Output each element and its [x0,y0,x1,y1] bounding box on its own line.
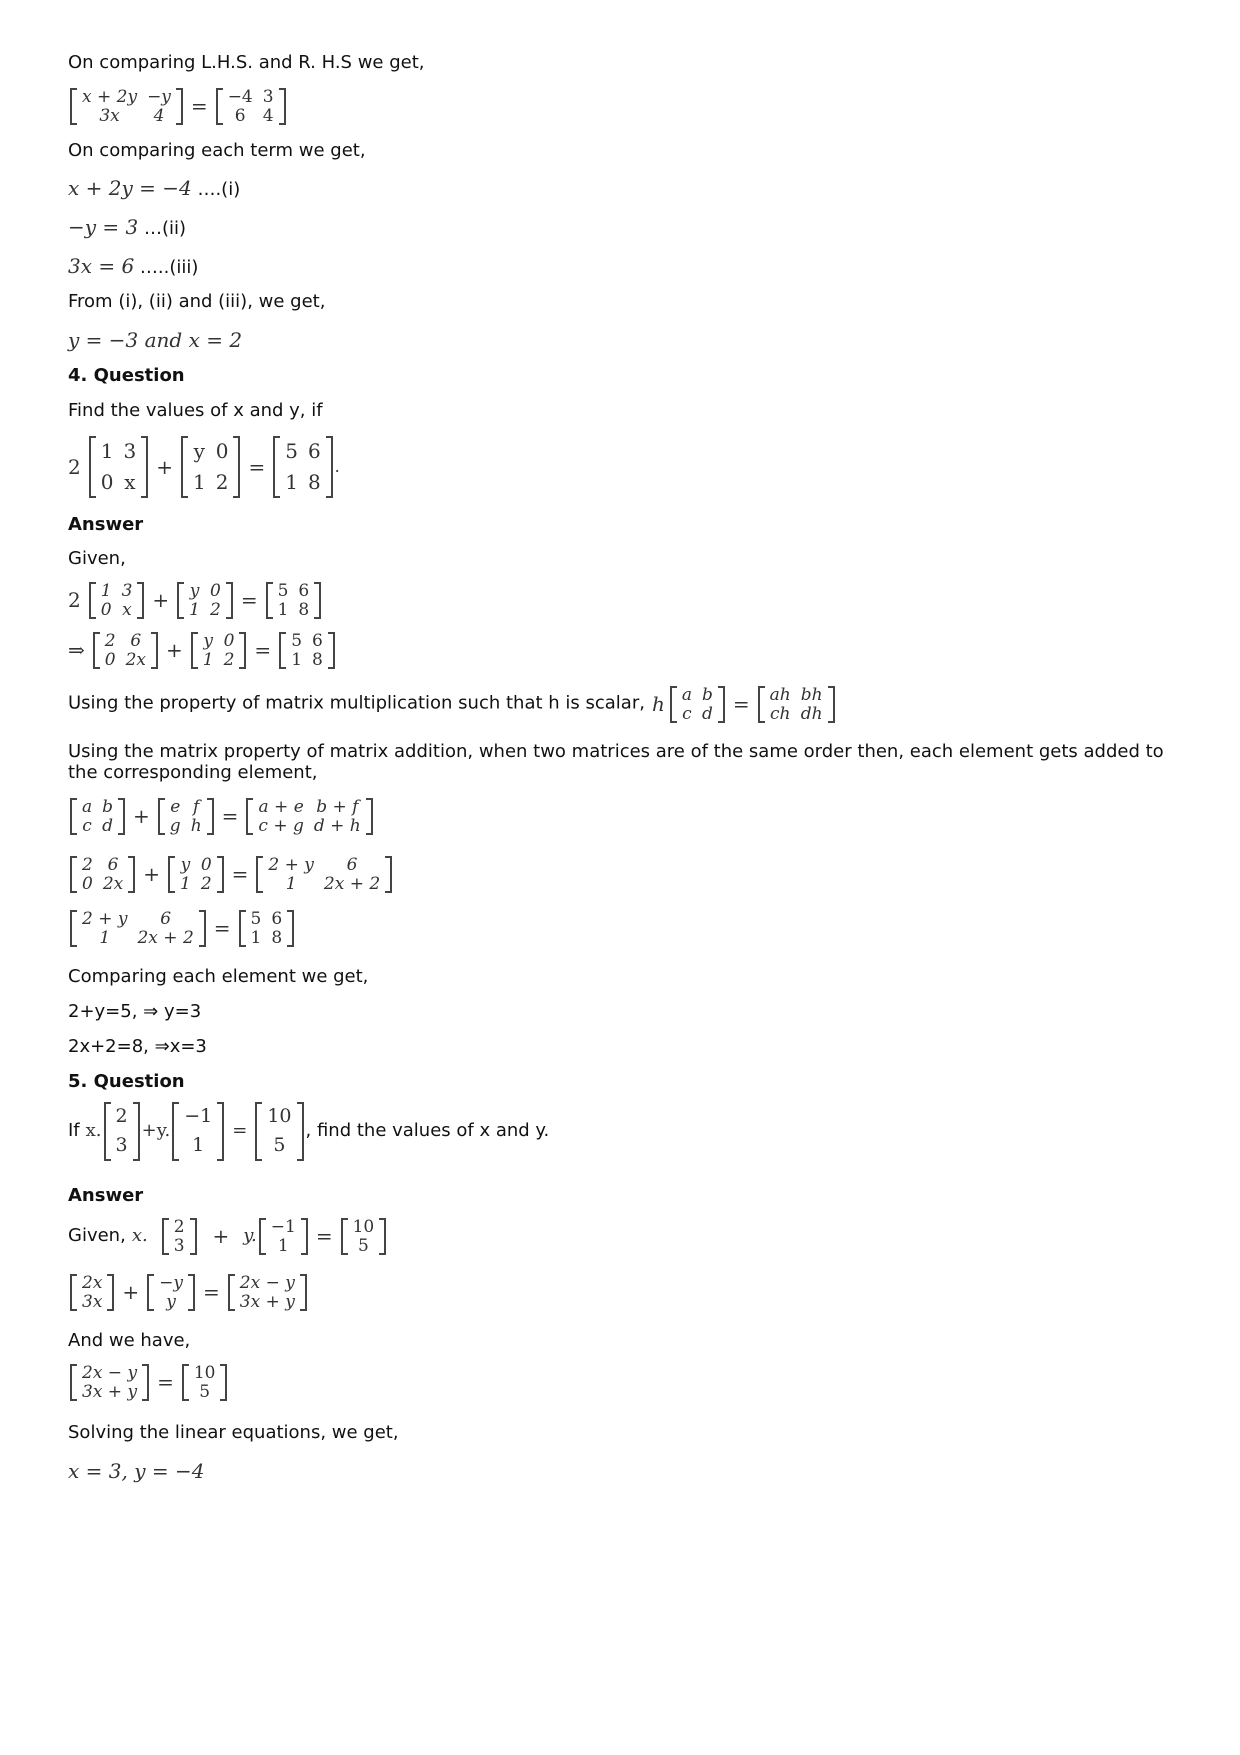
matrix: 2x − y 3x + y [70,1364,149,1401]
equation-matrix: 2x 3x + −y y = 2x − y 3x + y [68,1274,309,1311]
answer-heading: Answer [68,1185,144,1206]
matrix: 10 5 [341,1218,387,1255]
matrix: a b c d [670,686,725,723]
question-text: If x. 2 3 + y. −1 1 = 10 5 , find the values of x and y. [68,1102,549,1161]
text-line: Solving the linear equations, we get, [68,1422,399,1443]
matrix: a + e b + f c + g d + h [246,798,372,835]
matrix: −1 1 [172,1102,224,1161]
matrix: 10 5 [255,1102,303,1161]
equation-line: x + 2y = −4 ….(i) [68,176,241,200]
question-heading: 4. Question [68,365,185,386]
matrix: 1 3 0 x [89,582,145,619]
answer-heading: Answer [68,514,144,535]
matrix: 5 6 1 8 [279,632,335,669]
result-line: x = 3, y = −4 [68,1459,205,1483]
text-paragraph: Using the matrix property of matrix addition, when two matrices are of the same order then, each element gets added to the corresponding element, [68,741,1164,783]
matrix: 5 6 1 8 [273,436,332,498]
result-line: 2+y=5, ⇒ y=3 [68,1001,202,1022]
equation-line: Given, x. 2 3 + y. −1 1 = 10 5 [68,1218,388,1255]
matrix: 2 3 [162,1218,197,1255]
equation-matrix: a b c d + e f g h = a + e b + f c + g d + h [68,798,375,835]
matrix: y 0 1 2 [191,632,247,669]
matrix: 5 6 1 8 [266,582,322,619]
matrix: e f g h [158,798,214,835]
matrix: y 0 1 2 [181,436,240,498]
matrix: 2 + y 6 1 2x + 2 [256,856,392,893]
equation-line: 3x = 6 …..(iii) [68,254,199,278]
matrix: 10 5 [182,1364,228,1401]
equation-line: −y = 3 …(ii) [68,215,187,239]
matrix: 2 6 0 2x [70,856,135,893]
question-heading: 5. Question [68,1071,185,1092]
matrix: 1 3 0 x [89,436,148,498]
text-line: On comparing L.H.S. and R. H.S we get, [68,52,425,73]
equation-matrix: ⇒ 2 6 0 2x + y 0 1 2 = 5 6 1 8 [68,632,337,669]
result-line: 2x+2=8, ⇒x=3 [68,1036,207,1057]
question-text: Find the values of x and y, if [68,400,323,421]
text-line: And we have, [68,1330,191,1351]
matrix: −y y [147,1274,195,1311]
text-line: On comparing each term we get, [68,140,366,161]
property-line: Using the property of matrix multiplication such that h is scalar, h a b c d = ah bh ch dh [68,686,837,723]
matrix: 2x − y 3x + y [228,1274,307,1311]
matrix: 2 + y 6 1 2x + 2 [70,910,206,947]
matrix: a b c d [70,798,125,835]
matrix: 5 6 1 8 [239,910,295,947]
equation-line: y = −3 and x = 2 [68,328,243,352]
text-line: From (i), (ii) and (iii), we get, [68,291,326,312]
equation-matrix: x + 2y −y 3x 4 = −4 3 6 4 [68,88,288,125]
equation-matrix: 2 1 3 0 x + y 0 1 2 = 5 6 1 8 [68,582,323,619]
equation-matrix: 2 + y 6 1 2x + 2 = 5 6 1 8 [68,910,296,947]
question-equation: 2 1 3 0 x + y 0 1 2 = 5 6 1 8 . [68,436,340,498]
matrix: 2 3 [104,1102,140,1161]
equation-matrix: 2x − y 3x + y = 10 5 [68,1364,229,1401]
matrix: 2 6 0 2x [93,632,158,669]
matrix: y 0 1 2 [168,856,224,893]
text-line: Given, [68,548,126,569]
matrix: −4 3 6 4 [216,88,286,125]
matrix: 2x 3x [70,1274,114,1311]
equation-matrix: 2 6 0 2x + y 0 1 2 = 2 + y 6 1 2x + 2 [68,856,394,893]
matrix: y 0 1 2 [177,582,233,619]
matrix: ah bh ch dh [758,686,835,723]
matrix: −1 1 [259,1218,308,1255]
text-line: Comparing each element we get, [68,966,369,987]
matrix: x + 2y −y 3x 4 [70,88,183,125]
